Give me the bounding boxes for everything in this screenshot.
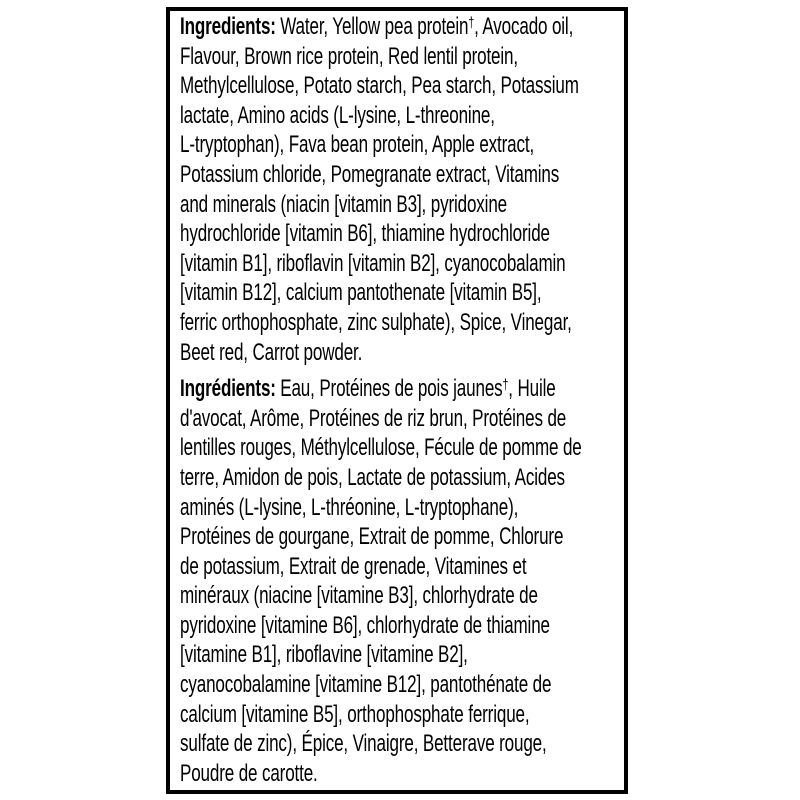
ingredients-heading-english: Ingredients: (180, 13, 276, 40)
ingredients-french-lines: d'avocat, Arôme, Protéines de riz brun, Protéines de lentilles rouges, Méthylcellulose, Fécule de pomme de terre, Amidon de pois, Lactate de potassium, Acides aminés (L-lysine, L-thréonine, L-tryptophane), Protéines de gourgane, Extrait de pomme, Chlorure de potassium, Extrait de grenade, Vitamines et minéraux (niacine [vitamine B3], chlorhydrate de pyridoxine [vitamine B6], chlorhydrate de thiamine [vitamine B1], riboflavine [vitamine B2], cyanocobalamine [vitamine B12], pantothénate de calcium [vitamine B5], orthophosphate ferrique, sulfate de zinc), Épice, Vinaigre, Betterave rouge, Poudre de carotte. (180, 404, 582, 787)
ingredients-english-first-line: Water, Yellow pea protein†, Avocado oil, (280, 13, 574, 40)
ingredients-paragraph-french (180, 374, 628, 788)
ingredients-french-first-line: Eau, Protéines de pois jaunes†, Huile (280, 375, 556, 403)
ingredients-panel (166, 7, 628, 794)
ingredients-english-lines: Flavour, Brown rice protein, Red lentil protein, Methylcellulose, Potato starch, Pea starch, Potassium lactate, Amino acids (L-lysine, L-threonine, L-tryptophan), Fava bean protein, Apple extract, Potassium chloride, Pomegranate extract, Vitamins and minerals (niacin [vitamin B3], pyridoxine hydrochloride [vitamin B6], thiamine hydrochloride [vitamin B1], riboflavin [vitamin B2], cyanocobalamin [vitamin B12], calcium pantothenate [vitamin B5], ferric orthophosphate, zinc sulphate), Spice, Vinegar, Beet red, Carrot powder. (180, 42, 579, 366)
ingredients-paragraph-english (180, 12, 628, 367)
ingredients-heading-french: Ingrédients: (180, 375, 276, 403)
